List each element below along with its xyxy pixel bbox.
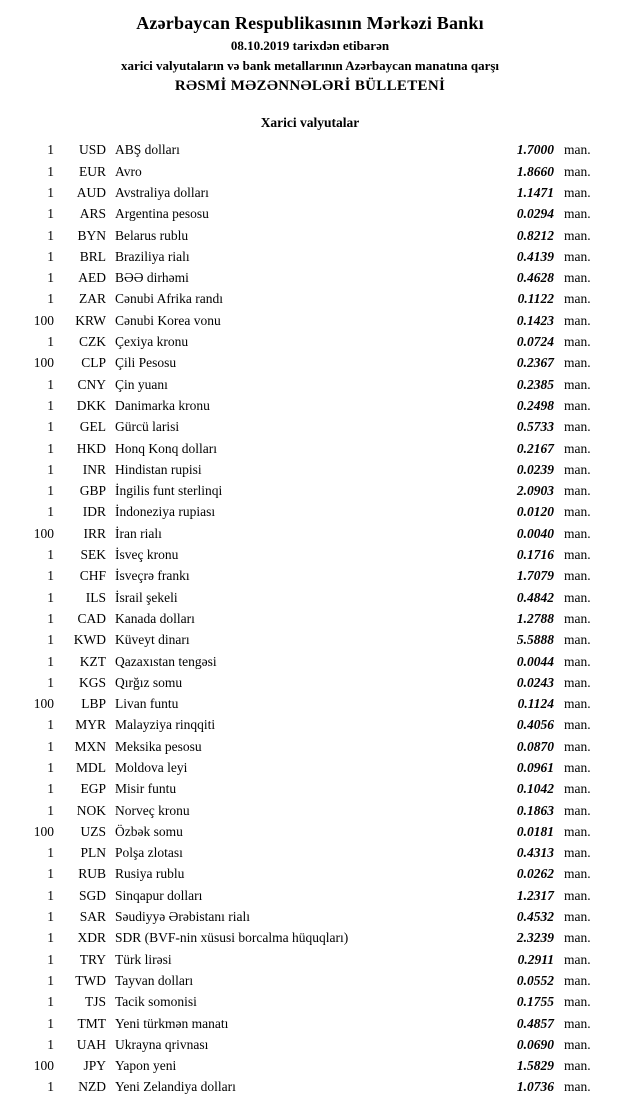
row-currency-code: IRR	[83, 525, 106, 541]
row-quantity: 100	[33, 696, 54, 712]
row-rate: 0.1755	[516, 994, 554, 1010]
row-rate: 0.2911	[517, 951, 554, 967]
row-rate: 0.0724	[516, 334, 554, 350]
table-row	[14, 991, 606, 1012]
table-row	[14, 438, 606, 459]
row-currency-name: Çili Pesosu	[115, 355, 177, 371]
table-row	[14, 1076, 606, 1097]
row-currency-name: Tacik somonisi	[115, 994, 197, 1010]
row-currency-name: Yeni türkmən manatı	[115, 1015, 229, 1031]
row-rate: 0.8212	[516, 227, 554, 243]
row-currency-name: Çin yuanı	[115, 376, 168, 392]
row-unit: man.	[564, 270, 591, 286]
row-currency-code: DKK	[76, 397, 106, 413]
row-quantity: 1	[47, 1015, 54, 1031]
row-currency-name: Ukrayna qrivnası	[115, 1036, 209, 1052]
row-rate: 1.2317	[516, 887, 554, 903]
row-quantity: 1	[47, 887, 54, 903]
table-row	[14, 800, 606, 821]
row-quantity: 1	[47, 653, 54, 669]
row-quantity: 1	[47, 674, 54, 690]
currency-rates-body	[14, 139, 606, 1097]
row-rate: 0.1863	[516, 802, 554, 818]
row-rate: 0.4532	[516, 909, 554, 925]
row-rate: 0.2367	[516, 355, 554, 371]
row-currency-code: HKD	[76, 440, 106, 456]
row-quantity: 1	[47, 547, 54, 563]
row-unit: man.	[564, 845, 591, 861]
row-currency-code: KRW	[75, 312, 106, 328]
row-currency-name: BƏƏ dirhəmi	[115, 270, 189, 286]
row-currency-code: RUB	[78, 866, 106, 882]
row-unit: man.	[564, 738, 591, 754]
table-row	[14, 310, 606, 331]
table-row	[14, 203, 606, 224]
row-currency-code: NZD	[78, 1079, 106, 1095]
table-row	[14, 565, 606, 586]
row-unit: man.	[564, 823, 591, 839]
table-row	[14, 459, 606, 480]
row-quantity: 1	[47, 760, 54, 775]
row-unit: man.	[564, 376, 591, 392]
row-rate: 0.0552	[516, 972, 554, 988]
row-quantity: 1	[47, 206, 54, 222]
row-currency-code: KGS	[78, 674, 106, 690]
row-rate: 1.8660	[516, 163, 554, 179]
row-currency-name: İsveçrə frankı	[115, 568, 190, 584]
row-currency-code: CAD	[77, 610, 106, 626]
row-rate: 0.4842	[516, 589, 554, 605]
row-quantity: 1	[47, 866, 54, 882]
row-currency-name: Özbək somu	[115, 823, 183, 839]
row-rate: 1.7000	[516, 142, 554, 158]
table-row	[14, 970, 606, 991]
table-row	[14, 714, 606, 735]
row-currency-code: BRL	[79, 248, 106, 264]
row-currency-name: Rusiya rublu	[115, 866, 185, 882]
table-row	[14, 288, 606, 309]
row-unit: man.	[564, 440, 591, 456]
table-row	[14, 395, 606, 416]
row-currency-name: İndoneziya rupiası	[115, 504, 216, 520]
row-rate: 0.2498	[516, 397, 554, 413]
row-quantity: 1	[47, 504, 54, 520]
row-unit: man.	[564, 1015, 591, 1031]
document-subtitle: xarici valyutaların və bank metallarının Azərbaycan manatına qarşı	[120, 57, 500, 73]
row-quantity: 1	[47, 1079, 54, 1095]
row-rate: 0.0870	[516, 738, 554, 754]
row-currency-name: Türk lirəsi	[115, 951, 172, 967]
row-rate: 1.0736	[516, 1079, 554, 1095]
row-unit: man.	[564, 674, 591, 690]
table-row	[14, 374, 606, 395]
row-quantity: 1	[47, 994, 54, 1010]
row-currency-code: LBP	[81, 696, 106, 712]
table-row	[14, 246, 606, 267]
row-currency-name: Argentina pesosu	[115, 206, 209, 222]
row-quantity: 1	[47, 291, 54, 307]
row-currency-code: AED	[78, 270, 106, 286]
row-unit: man.	[564, 184, 591, 200]
row-rate: 1.1471	[516, 184, 554, 200]
row-quantity: 100	[33, 1058, 54, 1074]
row-rate: 2.3239	[516, 930, 554, 946]
table-row	[14, 1055, 606, 1076]
row-rate: 0.1716	[516, 547, 554, 563]
row-currency-code: TRY	[79, 951, 106, 967]
row-rate: 0.0690	[516, 1036, 554, 1052]
table-row	[14, 672, 606, 693]
row-unit: man.	[564, 163, 591, 179]
row-unit: man.	[564, 930, 591, 946]
row-unit: man.	[564, 951, 591, 967]
table-row	[14, 842, 606, 863]
row-currency-name: Kanada dolları	[115, 610, 195, 626]
row-quantity: 100	[33, 312, 54, 328]
row-rate: 0.1124	[517, 696, 554, 712]
row-currency-name: Səudiyyə Ərəbistanı rialı	[115, 909, 250, 925]
row-unit: man.	[564, 291, 591, 307]
row-quantity: 1	[47, 930, 54, 946]
row-rate: 0.0961	[516, 760, 554, 775]
table-row	[14, 501, 606, 522]
table-row	[14, 608, 606, 629]
row-unit: man.	[564, 866, 591, 882]
row-currency-code: CNY	[77, 376, 106, 392]
table-row	[14, 1013, 606, 1034]
row-currency-code: MXN	[74, 738, 106, 754]
row-currency-code: CHF	[79, 568, 106, 584]
bulletin-title: RƏSMİ MƏZƏNNƏLƏRİ BÜLLETENİ	[174, 78, 446, 95]
row-quantity: 1	[47, 738, 54, 754]
table-row	[14, 523, 606, 544]
row-currency-name: Braziliya rialı	[115, 248, 190, 264]
row-quantity: 1	[47, 781, 54, 797]
row-currency-name: SDR (BVF-nin xüsusi borcalma hüquqları)	[115, 930, 349, 946]
currency-rates-table	[14, 139, 606, 1097]
row-quantity: 1	[47, 909, 54, 925]
row-quantity: 1	[47, 951, 54, 967]
row-currency-name: Qazaxıstan tengəsi	[115, 653, 217, 669]
row-quantity: 1	[47, 632, 54, 648]
row-rate: 2.0903	[516, 483, 554, 499]
row-quantity: 1	[47, 334, 54, 350]
row-currency-name: Tayvan dolları	[115, 972, 194, 988]
row-unit: man.	[564, 547, 591, 563]
row-unit: man.	[564, 632, 591, 648]
row-currency-name: Yapon yeni	[115, 1058, 177, 1074]
row-currency-name: Norveç kronu	[115, 802, 190, 818]
row-unit: man.	[564, 206, 591, 222]
row-unit: man.	[564, 994, 591, 1010]
table-row	[14, 139, 606, 160]
row-rate: 0.1122	[517, 291, 554, 307]
row-quantity: 1	[47, 376, 54, 392]
row-quantity: 1	[47, 397, 54, 413]
row-currency-code: PLN	[80, 845, 106, 861]
table-row	[14, 480, 606, 501]
row-currency-name: Gürcü larisi	[115, 419, 180, 435]
row-currency-code: EGP	[80, 781, 106, 797]
row-quantity: 1	[47, 227, 54, 243]
table-row	[14, 352, 606, 373]
row-rate: 0.4139	[516, 248, 554, 264]
row-currency-code: MDL	[76, 760, 106, 775]
row-unit: man.	[564, 227, 591, 243]
row-unit: man.	[564, 142, 591, 158]
row-quantity: 1	[47, 270, 54, 286]
row-unit: man.	[564, 760, 591, 775]
row-unit: man.	[564, 1079, 591, 1095]
row-currency-name: Hindistan rupisi	[115, 461, 202, 477]
row-currency-code: GBP	[79, 483, 106, 499]
row-unit: man.	[564, 781, 591, 797]
table-row	[14, 693, 606, 714]
row-quantity: 100	[33, 823, 54, 839]
row-currency-code: GEL	[79, 419, 106, 435]
row-unit: man.	[564, 483, 591, 499]
row-rate: 0.0181	[516, 823, 554, 839]
table-row	[14, 927, 606, 948]
row-rate: 0.4857	[516, 1015, 554, 1031]
row-unit: man.	[564, 653, 591, 669]
row-currency-name: Misir funtu	[115, 781, 177, 797]
row-rate: 0.0294	[516, 206, 554, 222]
table-row	[14, 949, 606, 970]
row-currency-code: INR	[82, 461, 106, 477]
row-currency-code: KWD	[73, 632, 106, 648]
row-unit: man.	[564, 568, 591, 584]
row-unit: man.	[564, 504, 591, 520]
table-row	[14, 906, 606, 927]
row-currency-code: EUR	[79, 163, 106, 179]
table-row	[14, 651, 606, 672]
row-currency-name: Polşa zlotası	[115, 845, 183, 861]
row-currency-code: KZT	[79, 653, 106, 669]
table-row	[14, 267, 606, 288]
row-currency-code: UZS	[80, 823, 106, 839]
table-row	[14, 587, 606, 608]
section-title: Xarici valyutalar	[260, 115, 360, 131]
row-unit: man.	[564, 589, 591, 605]
row-quantity: 1	[47, 845, 54, 861]
row-unit: man.	[564, 525, 591, 541]
table-row	[14, 821, 606, 842]
document-header	[14, 12, 606, 95]
table-row	[14, 416, 606, 437]
row-rate: 0.0243	[516, 674, 554, 690]
row-currency-code: TJS	[84, 994, 106, 1010]
row-rate: 1.2788	[516, 610, 554, 626]
effective-date: 08.10.2019 tarixdən etibarən	[230, 37, 390, 53]
row-currency-name: Sinqapur dolları	[115, 887, 203, 903]
row-unit: man.	[564, 887, 591, 903]
row-currency-code: ARS	[79, 206, 106, 222]
row-currency-code: AUD	[76, 184, 106, 200]
row-rate: 0.0262	[516, 866, 554, 882]
row-rate: 0.0120	[516, 504, 554, 520]
row-rate: 1.7079	[516, 568, 554, 584]
row-rate: 0.2167	[516, 440, 554, 456]
row-currency-name: Honq Konq dolları	[115, 440, 217, 456]
row-quantity: 1	[47, 972, 54, 988]
row-quantity: 1	[47, 248, 54, 264]
row-currency-code: XDR	[77, 930, 106, 946]
row-currency-code: SEK	[80, 547, 106, 563]
row-rate: 0.0239	[516, 461, 554, 477]
row-unit: man.	[564, 802, 591, 818]
row-currency-name: Cənubi Afrika randı	[115, 291, 223, 307]
row-currency-name: Çexiya kronu	[115, 334, 189, 350]
row-quantity: 1	[47, 440, 54, 456]
row-unit: man.	[564, 909, 591, 925]
row-currency-code: MYR	[75, 717, 106, 733]
table-row	[14, 885, 606, 906]
row-currency-code: SAR	[79, 909, 106, 925]
row-rate: 0.2385	[516, 376, 554, 392]
table-row	[14, 757, 606, 778]
row-currency-code: USD	[78, 142, 106, 158]
row-quantity: 1	[47, 802, 54, 818]
row-unit: man.	[564, 1058, 591, 1074]
row-currency-code: CLP	[81, 355, 106, 371]
row-currency-name: İran rialı	[115, 525, 162, 541]
row-currency-name: Cənubi Korea vonu	[115, 312, 221, 328]
row-unit: man.	[564, 419, 591, 435]
row-currency-name: Belarus rublu	[115, 227, 189, 243]
row-unit: man.	[564, 312, 591, 328]
row-currency-name: Avstraliya dolları	[115, 184, 209, 200]
row-unit: man.	[564, 1036, 591, 1052]
table-row	[14, 225, 606, 246]
row-currency-name: Livan funtu	[115, 696, 179, 712]
row-currency-name: Yeni Zelandiya dolları	[115, 1079, 236, 1095]
row-currency-code: SGD	[78, 887, 106, 903]
row-currency-code: UAH	[76, 1036, 106, 1052]
row-currency-name: Danimarka kronu	[115, 397, 210, 413]
table-row	[14, 544, 606, 565]
row-currency-code: TWD	[75, 972, 106, 988]
table-row	[14, 736, 606, 757]
row-rate: 1.5829	[516, 1058, 554, 1074]
row-rate: 0.5733	[516, 419, 554, 435]
row-currency-name: Malayziya rinqqiti	[115, 717, 216, 733]
row-currency-code: ZAR	[79, 291, 106, 307]
table-row	[14, 161, 606, 182]
row-quantity: 1	[47, 1036, 54, 1052]
table-row	[14, 182, 606, 203]
row-quantity: 100	[33, 355, 54, 371]
row-currency-code: BYN	[77, 227, 106, 243]
row-rate: 0.4628	[516, 270, 554, 286]
row-unit: man.	[564, 696, 591, 712]
row-unit: man.	[564, 717, 591, 733]
row-currency-name: Qırğız somu	[115, 674, 183, 690]
row-unit: man.	[564, 972, 591, 988]
row-rate: 0.0044	[516, 653, 554, 669]
row-quantity: 1	[47, 163, 54, 179]
row-quantity: 1	[47, 717, 54, 733]
row-rate: 0.1042	[516, 781, 554, 797]
table-row	[14, 863, 606, 884]
row-quantity: 1	[47, 184, 54, 200]
row-currency-code: CZK	[79, 334, 106, 350]
row-currency-name: İsrail şekeli	[115, 589, 178, 605]
row-quantity: 1	[47, 589, 54, 605]
row-currency-name: ABŞ dolları	[115, 142, 180, 158]
row-rate: 0.0040	[516, 525, 554, 541]
row-rate: 0.4056	[516, 717, 554, 733]
row-unit: man.	[564, 610, 591, 626]
row-currency-code: JPY	[83, 1058, 106, 1074]
row-rate: 0.4313	[516, 845, 554, 861]
row-currency-name: İngilis funt sterlinqi	[115, 483, 223, 499]
row-currency-name: Avro	[115, 163, 142, 179]
row-currency-name: Meksika pesosu	[115, 738, 202, 754]
row-currency-code: TMT	[77, 1015, 106, 1031]
table-row	[14, 331, 606, 352]
row-unit: man.	[564, 355, 591, 371]
table-row	[14, 1034, 606, 1055]
row-quantity: 1	[47, 461, 54, 477]
row-unit: man.	[564, 461, 591, 477]
row-currency-name: Moldova leyi	[115, 760, 188, 775]
row-rate: 5.5888	[516, 632, 554, 648]
row-currency-code: IDR	[82, 504, 106, 520]
row-unit: man.	[564, 248, 591, 264]
row-quantity: 1	[47, 610, 54, 626]
row-currency-name: Küveyt dinarı	[115, 632, 190, 648]
table-row	[14, 629, 606, 650]
row-currency-name: İsveç kronu	[115, 547, 179, 563]
row-unit: man.	[564, 334, 591, 350]
bank-title: Azərbaycan Respublikasının Mərkəzi Bankı	[136, 13, 484, 33]
row-quantity: 1	[47, 419, 54, 435]
row-quantity: 1	[47, 142, 54, 158]
table-row	[14, 778, 606, 799]
row-currency-code: ILS	[85, 589, 106, 605]
row-quantity: 1	[47, 483, 54, 499]
row-currency-code: NOK	[76, 802, 106, 818]
row-rate: 0.1423	[516, 312, 554, 328]
row-quantity: 1	[47, 568, 54, 584]
row-unit: man.	[564, 397, 591, 413]
row-quantity: 100	[33, 525, 54, 541]
